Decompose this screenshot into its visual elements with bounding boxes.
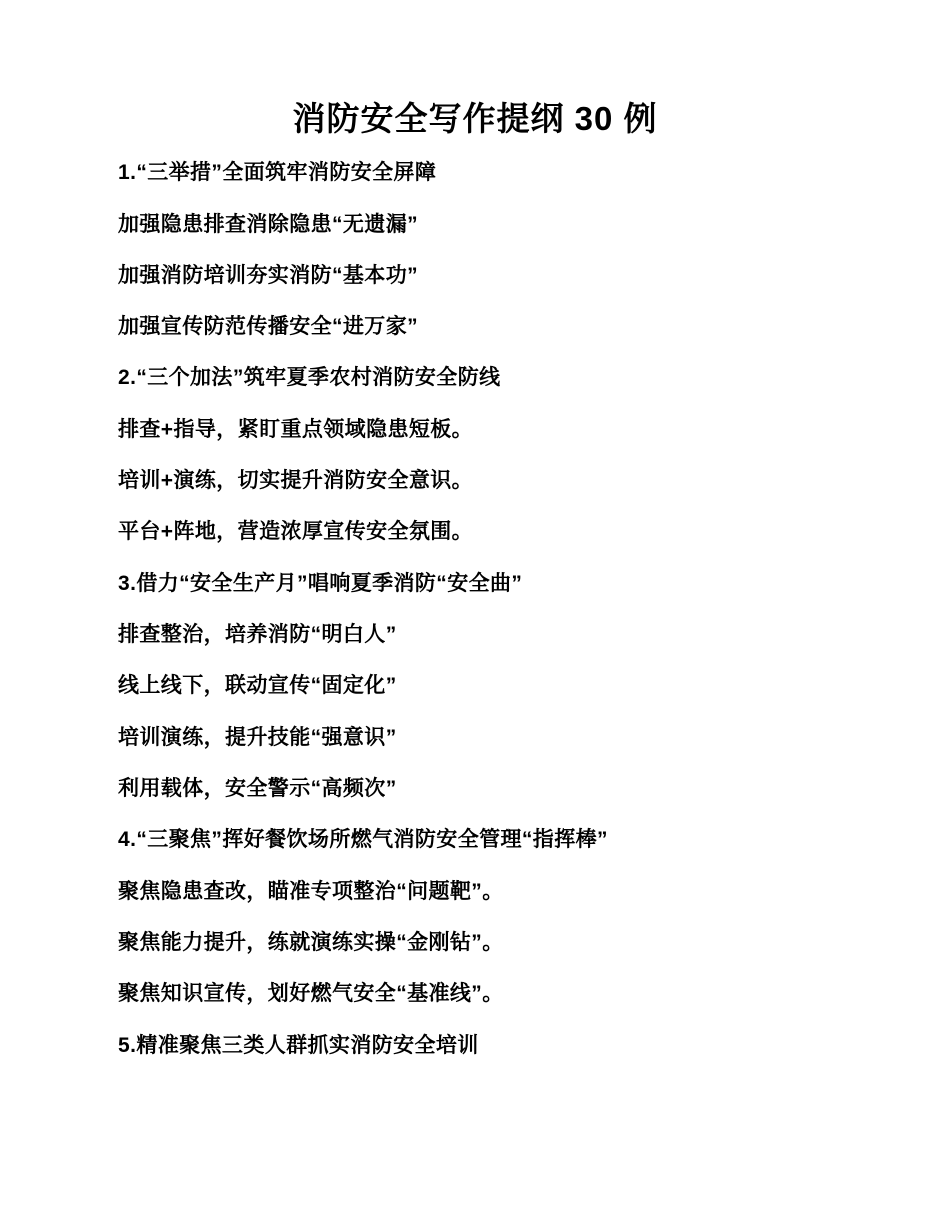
paragraph: 加强宣传防范传播安全“进万家” [118,315,418,339]
paragraph: 聚焦知识宣传，划好燃气安全“基准线”。 [118,982,504,1006]
paragraph: 利用载体，安全警示“高频次” [118,776,397,800]
paragraph: 1.“三举措”全面筑牢消防安全屏障 [118,161,437,185]
page-title: 消防安全写作提纲 30 例 [292,100,658,137]
paragraph: 加强隐患排查消除隐患“无遗漏” [118,212,418,236]
paragraph: 培训演练，提升技能“强意识” [118,725,397,749]
paragraph: 聚焦隐患查改，瞄准专项整治“问题靶”。 [118,879,504,903]
paragraph: 平台+阵地，营造浓厚宣传安全氛围。 [118,520,474,544]
paragraph: 5.精准聚焦三类人群抓实消防安全培训 [118,1033,479,1057]
paragraph: 排查整治，培养消防“明白人” [118,623,397,646]
paragraph: 加强消防培训夯实消防“基本功” [118,263,418,287]
paragraph: 线上线下，联动宣传“固定化” [118,674,397,698]
paragraph: 2.“三个加法”筑牢夏季农村消防安全防线 [118,366,501,390]
paragraph: 3.借力“安全生产月”唱响夏季消防“安全曲” [118,571,523,595]
paragraph: 培训+演练，切实提升消防安全意识。 [118,469,474,493]
paragraph: 排查+指导，紧盯重点领域隐患短板。 [118,417,474,441]
paragraph: 4.“三聚焦”挥好餐饮场所燃气消防安全管理“指挥棒” [118,828,608,852]
paragraph: 聚焦能力提升，练就演练实操“金刚钻”。 [118,930,504,954]
document-body [118,158,832,1060]
